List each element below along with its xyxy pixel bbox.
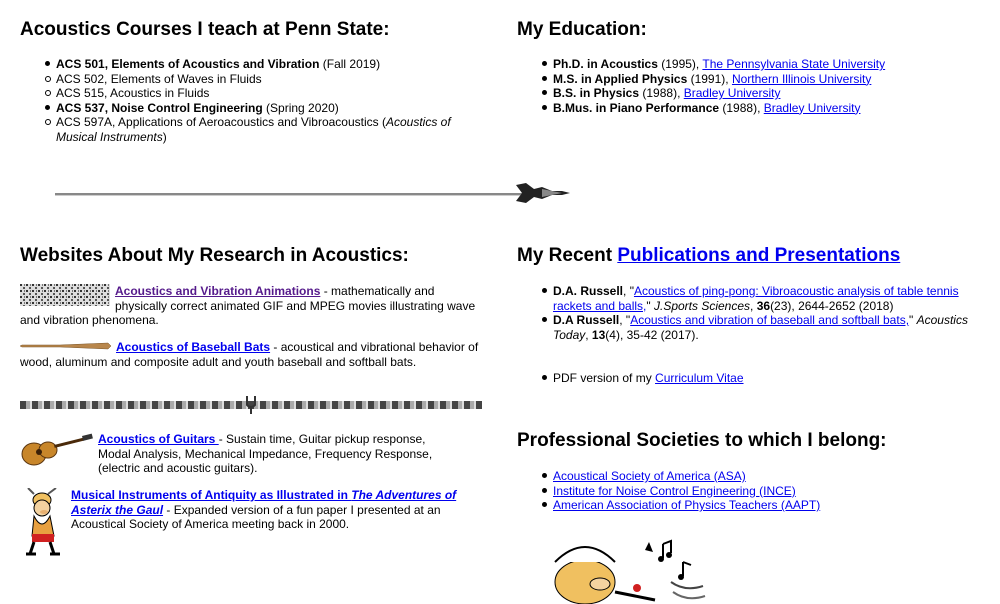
tuning-fork-icon — [244, 396, 258, 414]
asterix-entry: Musical Instruments of Antiquity as Illustrated in The Adventures of Asterix the Gaul - Expanded version of a fun paper I presented at an Acoustical Society of America meeting back in 2000. — [20, 488, 482, 558]
divider-line — [55, 193, 525, 196]
school-link[interactable]: Northern Illinois University — [731, 71, 872, 86]
publications-link[interactable]: Publications and Presentations — [617, 245, 901, 266]
societies-heading: Professional Societies to which I belong: — [517, 430, 887, 451]
animations-entry: Acoustics and Vibration Animations - mathematically and physically correct animated GIF and MPEG movies illustrating wave and vibration phenomena. — [20, 284, 476, 327]
school-link[interactable]: The Pennsylvania State University — [702, 57, 886, 71]
society-item — [539, 498, 969, 513]
publication-item: D.A Russell, "Acoustics and vibration of baseball and softball bats," Acoustics Today, 13(4), 35-42 (2017). — [539, 313, 969, 342]
publication-link[interactable]: Acoustics and vibration of baseball and softball bats, — [630, 313, 910, 327]
publications-list — [539, 284, 969, 342]
guitar-icon — [20, 432, 94, 468]
education-item: Ph.D. in Acoustics (1995), The Pennsylvania State University — [539, 57, 979, 72]
society-link-asa[interactable]: Acoustical Society of America (ASA) — [553, 469, 746, 483]
bats-entry: Acoustics of Baseball Bats - acoustical and vibrational behavior of wood, aluminum and composite adult and youth baseball and softball bats. — [20, 340, 479, 369]
guitars-link[interactable]: Acoustics of Guitars — [98, 432, 219, 446]
bats-link[interactable]: Acoustics of Baseball Bats — [116, 340, 271, 354]
courses-heading: Acoustics Courses I teach at Penn State: — [20, 19, 390, 40]
school-link[interactable]: Bradley University — [763, 100, 861, 115]
education-heading: My Education: — [517, 19, 647, 40]
wave-animation-thumbnail — [20, 284, 110, 306]
education-item: B.S. in Physics (1988), Bradley University — [539, 86, 979, 101]
society-link-ince[interactable]: Institute for Noise Control Engineering (INCE) — [553, 483, 796, 498]
courses-list — [42, 57, 492, 144]
asterix-link[interactable]: Musical Instruments of Antiquity as Illustrated in The Adventures of Asterix the Gaul — [71, 488, 457, 517]
publication-item: D.A. Russell, "Acoustics of ping-pong: Vibroacoustic analysis of table tennis rackets and balls," J.Sports Sciences, 36(23), 2644-2652 (2018) — [539, 284, 969, 313]
society-item — [539, 484, 969, 499]
research-heading: Websites About My Research in Acoustics: — [20, 245, 409, 266]
publication-link[interactable]: Acoustics of ping-pong: Vibroacoustic analysis of table tennis rackets and balls, — [553, 284, 959, 313]
societies-list — [539, 469, 969, 513]
animations-link[interactable]: Acoustics and Vibration Animations — [115, 284, 321, 298]
education-item: M.S. in Applied Physics (1991), Northern Illinois University — [539, 72, 979, 87]
education-item: B.Mus. in Piano Performance (1988), Bradley University — [539, 101, 979, 116]
cartoon-musician-icon — [545, 522, 710, 604]
course-item: ACS 515, Acoustics in Fluids — [42, 86, 492, 101]
shell-icon — [512, 181, 572, 207]
guitars-entry: Acoustics of Guitars - Sustain time, Guitar pickup response, Modal Analysis, Mechanical Impedance, Frequency Response, (electric and acoustic guitars). — [20, 432, 460, 476]
asterix-character-icon — [20, 488, 66, 558]
society-item — [539, 469, 969, 484]
cv-item: PDF version of my Curriculum Vitae — [539, 371, 969, 386]
school-link[interactable]: Bradley University — [683, 86, 781, 100]
course-item: ACS 537, Noise Control Engineering (Spring 2020) — [42, 101, 492, 116]
course-item: ACS 502, Elements of Waves in Fluids — [42, 72, 492, 87]
course-item: ACS 501, Elements of Acoustics and Vibration (Fall 2019) — [42, 57, 492, 72]
course-item: ACS 597A, Applications of Aeroacoustics and Vibroacoustics (Acoustics of Musical Instruments) — [42, 115, 492, 144]
cv-list — [539, 371, 969, 386]
cv-link[interactable]: Curriculum Vitae — [655, 371, 744, 385]
society-link-aapt[interactable]: American Association of Physics Teachers (AAPT) — [553, 498, 821, 512]
baseball-bat-icon — [20, 342, 112, 352]
education-list — [539, 57, 979, 115]
publications-heading: My Recent Publications and Presentations — [517, 245, 901, 266]
